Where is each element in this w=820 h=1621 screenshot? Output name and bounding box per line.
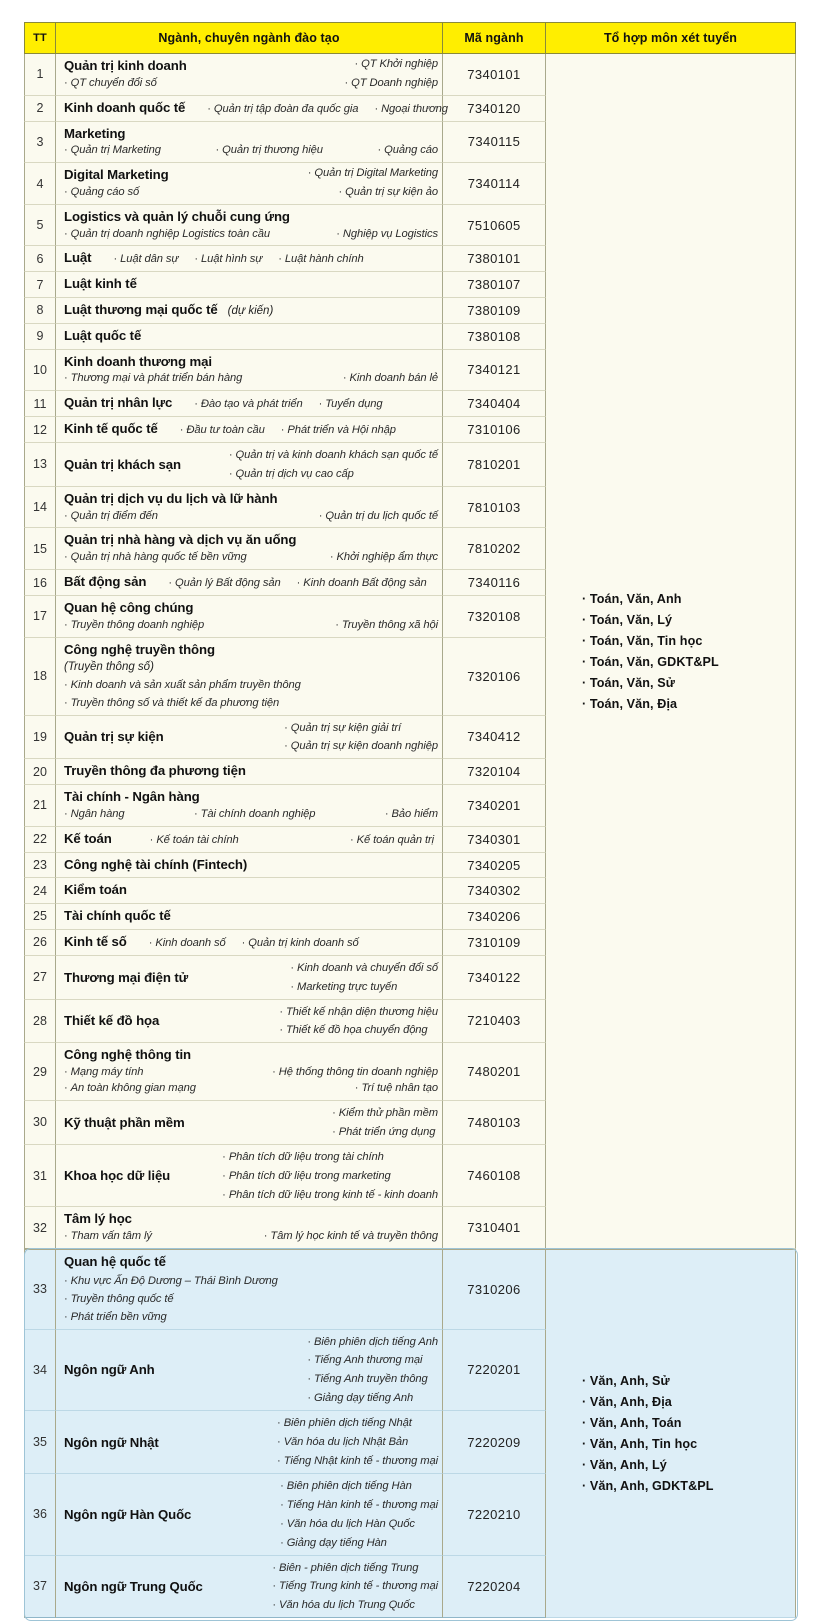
row-index: 31 [24,1145,56,1208]
header-tt: TT [24,22,56,54]
major-code: 7810201 [443,443,546,487]
specialization: · Giảng dạy tiếng Hàn [280,1537,387,1549]
row-index: 26 [24,930,56,956]
specialization: · Quản lý Bất động sản [168,576,280,592]
row-index: 27 [24,956,56,1000]
major-name: Quản trị nhân lực [64,395,173,411]
major-cell [56,1411,443,1474]
major-name: Kinh doanh thương mại [64,353,212,369]
major-cell [56,1249,443,1329]
specialization: · Tài chính doanh nghiệp [194,807,315,823]
major-code: 7220204 [443,1556,546,1619]
row-index: 30 [24,1101,56,1145]
specialization: · Hệ thống thông tin doanh nghiệp [272,1065,438,1081]
specialization: · Kinh doanh và sản xuất sản phẩm truyền thông [64,679,301,691]
row-index: 10 [24,350,56,392]
major-cell [56,716,443,760]
combination-item: · Toán, Văn, Lý [582,613,791,627]
row-index: 23 [24,853,56,879]
major-code: 7310109 [443,930,546,956]
specialization: · QT Doanh nghiệp [345,76,438,92]
specialization: · Luật hành chính [278,252,363,268]
row-index: 36 [24,1474,56,1556]
specialization: · Tiếng Hàn kinh tế - thương mại [280,1499,438,1511]
row-index: 4 [24,163,56,205]
specialization: · Kinh doanh bán lẻ [343,371,438,387]
combination-item: · Toán, Văn, Tin học [582,634,791,648]
specialization: · Kinh doanh và chuyển đổi số [290,962,438,974]
specialization: · QT Khởi nghiệp [354,57,438,76]
major-name: Ngôn ngữ Trung Quốc [64,1578,203,1594]
major-name: Tài chính - Ngân hàng [64,789,200,805]
major-cell [56,878,443,904]
table-row [24,1249,796,1329]
row-index: 19 [24,716,56,760]
row-index: 29 [24,1043,56,1101]
major-cell [56,1145,443,1208]
specialization: · Truyền thông quốc tế [64,1293,174,1305]
major-code: 7810103 [443,487,546,529]
specialization: · Phân tích dữ liệu trong tài chính [222,1151,384,1163]
major-code: 7380101 [443,246,546,272]
major-cell [56,827,443,853]
row-index: 20 [24,759,56,785]
row-index: 6 [24,246,56,272]
specialization: · Kinh doanh Bất động sản [297,576,427,592]
major-code: 7310401 [443,1207,546,1249]
specialization: · Đào tạo và phát triển [194,397,302,413]
major-name: Truyền thông đa phương tiện [64,763,246,779]
row-index: 24 [24,878,56,904]
table-row [24,54,796,96]
major-cell [56,570,443,596]
specialization: · Thiết kế nhận diện thương hiệu [279,1006,438,1018]
major-name: Quản trị khách sạn [64,456,181,472]
row-index: 3 [24,122,56,164]
specialization: · Quản trị sự kiện doanh nghiệp [284,740,438,752]
major-code: 7380108 [443,324,546,350]
row-index: 37 [24,1556,56,1619]
major-name: Kinh doanh quốc tế [64,99,186,115]
programs-table [24,22,796,1618]
major-code: 7380109 [443,298,546,324]
major-cell [56,1043,443,1101]
specialization: · Biên - phiên dịch tiếng Trung [272,1562,418,1574]
table-body [24,54,796,1618]
major-code: 7340115 [443,122,546,164]
major-code: 7340121 [443,350,546,392]
specialization: · Mạng máy tính [64,1065,143,1081]
major-name: Kỹ thuật phần mềm [64,1114,185,1130]
major-name: Tâm lý học [64,1211,132,1227]
specialization: · Truyền thông số và thiết kế đa phương tiện [64,697,279,709]
major-cell [56,487,443,529]
major-name: Khoa học dữ liệu [64,1168,171,1184]
major-name: Quan hệ công chúng [64,600,194,616]
combination-item: · Văn, Anh, Địa [582,1395,791,1409]
major-cell [56,1101,443,1145]
major-name: Công nghệ truyền thông [64,641,215,657]
specialization: · Tiếng Anh thương mại [307,1354,422,1366]
major-cell [56,930,443,956]
specialization: · Văn hóa du lịch Nhật Bản [277,1436,408,1448]
specialization: · Tham vấn tâm lý [64,1229,152,1245]
combination-item: · Văn, Anh, Tin học [582,1437,791,1451]
combination-item: · Toán, Văn, GDKT&PL [582,655,791,669]
major-code: 7340302 [443,878,546,904]
row-index: 35 [24,1411,56,1474]
major-name: Digital Marketing [64,167,169,183]
specialization: · Kiểm thử phần mềm [332,1107,438,1119]
major-cell [56,350,443,392]
specialization: · Quản trị du lịch quốc tế [319,509,438,525]
major-code: 7340412 [443,716,546,760]
row-index: 17 [24,596,56,638]
header-code: Mã ngành [443,22,546,54]
row-index: 11 [24,391,56,417]
header-major: Ngành, chuyên ngành đào tạo [56,22,443,54]
major-cell [56,785,443,827]
combination-item: · Toán, Văn, Anh [582,592,791,606]
major-code: 7340101 [443,54,546,96]
major-cell [56,759,443,785]
major-cell [56,1556,443,1619]
specialization: · Quản trị Marketing [64,143,161,159]
major-cell [56,324,443,350]
specialization: · Phát triển và Hội nhập [281,423,396,439]
row-index: 32 [24,1207,56,1249]
major-cell [56,1474,443,1556]
major-name: Marketing [64,125,126,141]
major-code: 7510605 [443,205,546,247]
specialization: · Marketing trực tuyến [290,981,397,993]
specialization: · Giảng dạy tiếng Anh [307,1392,413,1404]
major-name: Ngôn ngữ Anh [64,1362,155,1378]
specialization: · Ngoại thương [374,102,447,118]
specialization: · Truyền thông xã hội [335,618,438,634]
specialization: · Truyền thông doanh nghiệp [64,618,204,634]
specialization: · Phát triển ứng dụng [332,1126,435,1138]
specialization: · An toàn không gian mạng [64,1081,196,1097]
combination-item: · Toán, Văn, Địa [582,697,791,711]
major-code: 7460108 [443,1145,546,1208]
major-code: 7340122 [443,956,546,1000]
major-cell [56,122,443,164]
combination-item: · Văn, Anh, Toán [582,1416,791,1430]
major-name: Thiết kế đồ họa [64,1013,160,1029]
major-name: Kinh tế số [64,933,127,949]
specialization: · Quản trị nhà hàng quốc tế bền vững [64,550,247,566]
row-index: 15 [24,528,56,570]
specialization: · Tuyển dụng [319,397,383,413]
row-index: 34 [24,1330,56,1412]
major-name: Logistics và quản lý chuỗi cung ứng [64,208,290,224]
specialization: · Tiếng Trung kinh tế - thương mại [272,1580,438,1592]
major-name: Quản trị kinh doanh [64,58,187,73]
specialization: · Luật dân sự [113,252,178,268]
major-cell [56,298,443,324]
major-name: Quản trị sự kiện [64,729,164,745]
specialization: · Thiết kế đồ họa chuyển động [279,1024,427,1036]
major-cell [56,443,443,487]
specialization: · Biên phiên dịch tiếng Nhật [277,1417,412,1429]
major-cell [56,391,443,417]
major-code: 7480103 [443,1101,546,1145]
specialization: · Luật hình sự [194,252,262,268]
major-name: Công nghệ tài chính (Fintech) [64,856,248,872]
major-cell [56,904,443,930]
specialization: · Biên phiên dịch tiếng Anh [307,1336,438,1348]
row-index: 2 [24,96,56,122]
major-name: Thương mại điện tử [64,969,189,985]
specialization: · Tiếng Nhật kinh tế - thương mại [277,1455,438,1467]
combination-cell-group-1 [546,54,796,1249]
major-cell [56,1330,443,1412]
major-name: Kiểm toán [64,882,127,898]
row-index: 18 [24,638,56,716]
major-cell [56,638,443,716]
row-index: 28 [24,1000,56,1044]
row-index: 33 [24,1249,56,1329]
specialization: · Nghiệp vụ Logistics [336,227,438,243]
major-cell [56,163,443,205]
row-index: 13 [24,443,56,487]
specialization: · Kinh doanh số [149,936,226,952]
specialization: · Ngân hàng [64,807,124,823]
major-name: Kinh tế quốc tế [64,421,158,437]
specialization: · Tiếng Anh truyền thông [307,1373,427,1385]
specialization: · Quản trị Digital Marketing [308,166,438,185]
specialization: · Quảng cáo [378,143,438,159]
major-code: 7210403 [443,1000,546,1044]
specialization: · Văn hóa du lịch Trung Quốc [272,1599,415,1611]
specialization: · Khởi nghiệp ẩm thực [330,550,438,566]
specialization: · Văn hóa du lịch Hàn Quốc [280,1518,415,1530]
specialization: · Phát triển bền vững [64,1311,167,1323]
major-code: 7480201 [443,1043,546,1101]
row-index: 14 [24,487,56,529]
major-name: Kế toán [64,830,112,846]
specialization: · Phân tích dữ liệu trong kinh tế - kinh doanh [222,1189,438,1201]
major-code: 7310206 [443,1249,546,1329]
specialization: · Khu vực Ấn Độ Dương – Thái Bình Dương [64,1275,278,1287]
header-row [24,22,796,54]
major-code: 7340301 [443,827,546,853]
header-combination: Tổ hợp môn xét tuyển [546,22,796,54]
major-name: Luật thương mại quốc tế [64,302,218,318]
specialization: · Bảo hiểm [385,807,438,823]
specialization: · Quản trị sự kiện giải trí [284,722,401,734]
major-code: 7220210 [443,1474,546,1556]
major-name: Luật quốc tế [64,327,142,343]
specialization: · Phân tích dữ liệu trong marketing [222,1170,390,1182]
major-code: 7340201 [443,785,546,827]
major-cell [56,54,443,96]
major-cell [56,246,443,272]
row-index: 21 [24,785,56,827]
major-name: Quan hệ quốc tế [64,1254,166,1270]
major-name: Quản trị nhà hàng và dịch vụ ăn uống [64,532,297,548]
major-code: 7810202 [443,528,546,570]
row-index: 22 [24,827,56,853]
major-cell [56,417,443,443]
major-cell [56,1000,443,1044]
specialization: · Tâm lý học kinh tế và truyền thông [264,1229,438,1245]
combination-item: · Văn, Anh, GDKT&PL [582,1479,791,1493]
row-index: 1 [24,54,56,96]
specialization: · Biên phiên dịch tiếng Hàn [280,1480,412,1492]
major-cell [56,528,443,570]
major-code: 7340205 [443,853,546,879]
specialization: · Đầu tư toàn cầu [180,423,265,439]
major-cell [56,853,443,879]
major-code: 7320108 [443,596,546,638]
major-code: 7220209 [443,1411,546,1474]
major-name: Quản trị dịch vụ du lịch và lữ hành [64,490,278,506]
row-index: 16 [24,570,56,596]
major-cell [56,272,443,298]
major-name: Ngôn ngữ Nhật [64,1434,159,1450]
combination-item: · Văn, Anh, Lý [582,1458,791,1472]
combination-item: · Văn, Anh, Sử [582,1374,791,1388]
major-code: 7340120 [443,96,546,122]
row-index: 25 [24,904,56,930]
specialization: · Kế toán quản trị [350,833,434,849]
row-index: 5 [24,205,56,247]
major-name: Ngôn ngữ Hàn Quốc [64,1506,192,1522]
major-name: Luật [64,250,92,266]
major-name: Bất động sản [64,574,147,590]
major-code: 7320104 [443,759,546,785]
row-index: 9 [24,324,56,350]
major-code: 7380107 [443,272,546,298]
major-code: 7340206 [443,904,546,930]
major-name: Tài chính quốc tế [64,908,171,924]
major-note: (dự kiến) [227,305,274,318]
specialization: · Quản trị tập đoàn đa quốc gia [207,102,358,118]
major-note: (Truyền thông số) [64,661,154,674]
combination-item: · Toán, Văn, Sử [582,676,791,690]
major-code: 7220201 [443,1330,546,1412]
major-cell [56,1207,443,1249]
row-index: 7 [24,272,56,298]
major-name: Luật kinh tế [64,276,137,292]
major-code: 7310106 [443,417,546,443]
specialization: · Quản trị dịch vụ cao cấp [229,468,354,480]
major-name: Công nghệ thông tin [64,1047,192,1063]
specialization: · Kế toán tài chính [150,833,239,849]
row-index: 8 [24,298,56,324]
major-cell [56,205,443,247]
specialization: · Quảng cáo số [64,185,139,201]
specialization: · Thương mại và phát triển bán hàng [64,371,242,387]
specialization: · QT chuyển đổi số [64,76,157,92]
row-index: 12 [24,417,56,443]
specialization: · Quản trị doanh nghiệp Logistics toàn cầu [64,227,270,243]
major-cell [56,956,443,1000]
specialization: · Quản trị và kinh doanh khách sạn quốc tế [229,449,438,461]
specialization: · Quản trị điểm đến [64,509,158,525]
table-header [24,22,796,54]
major-cell [56,596,443,638]
major-code: 7340404 [443,391,546,417]
specialization: · Quản trị thương hiệu [215,143,322,159]
major-cell [56,96,448,122]
combination-cell-group-2 [546,1249,796,1618]
major-code: 7340114 [443,163,546,205]
specialization: · Trí tuệ nhân tạo [355,1081,438,1097]
major-code: 7340116 [443,570,546,596]
major-code: 7320106 [443,638,546,716]
specialization: · Quản trị kinh doanh số [242,936,359,952]
specialization: · Quản trị sự kiện ảo [338,185,438,201]
